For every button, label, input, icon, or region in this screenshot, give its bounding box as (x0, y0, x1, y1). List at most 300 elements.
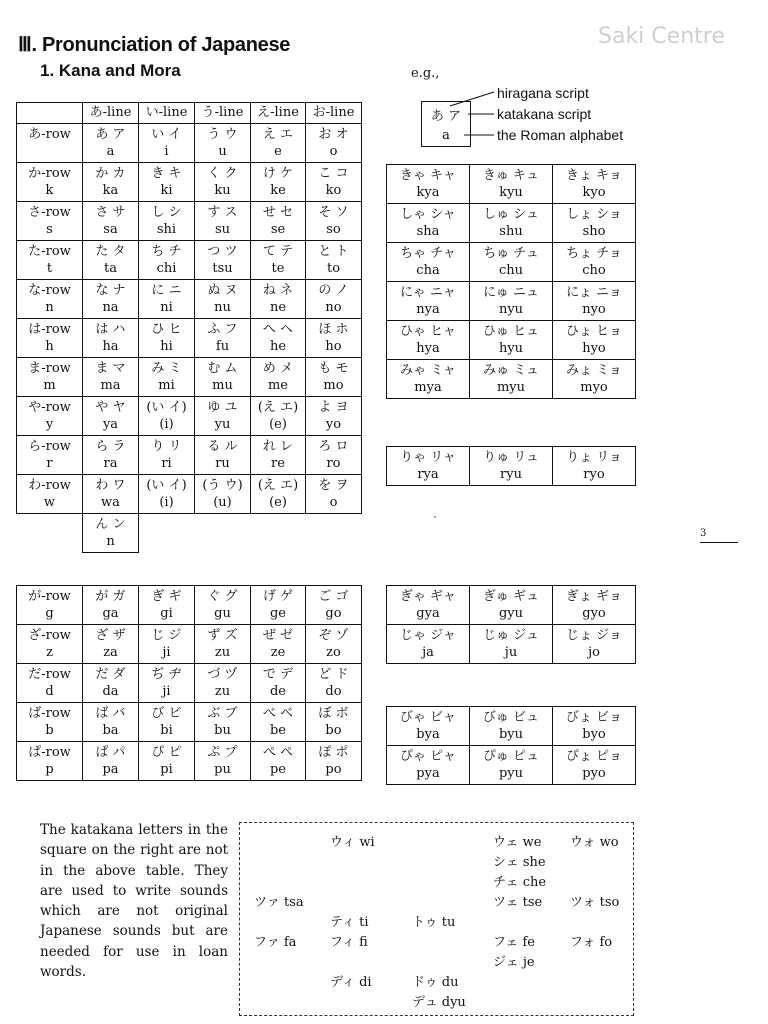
loan-she: シェ she (493, 855, 546, 870)
kana-cell (195, 703, 251, 742)
table-row (17, 280, 362, 319)
empty-cell (251, 514, 306, 553)
kana-cell (17, 202, 83, 241)
legend-katakana-label: katakana script (497, 106, 592, 122)
kana-cell (470, 586, 553, 625)
kana-glyphs: ば-row (28, 706, 71, 721)
table-row (387, 204, 636, 243)
romaji: to (326, 261, 341, 276)
romaji: t (46, 261, 53, 276)
kana-glyphs: ぼ ボ (318, 706, 349, 721)
romaji: me (267, 378, 289, 393)
romaji: so (326, 222, 341, 237)
empty-cell (17, 514, 83, 553)
kana-cell (83, 742, 139, 781)
romaji: ke (270, 183, 286, 198)
romaji: ji (162, 684, 171, 699)
kana-glyphs: みゅ ミュ (483, 363, 539, 378)
table-row (387, 447, 636, 486)
kana-cell (470, 243, 553, 282)
table-row (387, 360, 636, 399)
kana-glyphs: ね ネ (262, 283, 294, 298)
romaji: i (164, 144, 169, 159)
kana-glyphs: ざ ザ (95, 628, 126, 643)
romaji: o (329, 144, 338, 159)
romaji: myo (580, 380, 608, 395)
kana-glyphs: ち チ (151, 244, 182, 259)
romaji: ma (100, 378, 121, 393)
romaji: nya (416, 302, 440, 317)
yoon-table-top (386, 164, 636, 399)
kana-glyphs: た タ (95, 244, 126, 259)
romaji: ra (103, 456, 118, 471)
kana-cell (251, 163, 306, 202)
kana-glyphs: ぽ ポ (318, 745, 349, 760)
kana-glyphs: しょ ショ (566, 207, 622, 222)
kana-glyphs: きゃ キャ (399, 168, 457, 183)
legend-hiragana-label: hiragana script (497, 85, 589, 101)
kana-cell (306, 358, 362, 397)
romaji: do (325, 684, 342, 699)
kana-glyphs: きゅ キュ (482, 168, 540, 183)
kana-cell (553, 447, 636, 486)
kana-cell (387, 204, 470, 243)
kana-glyphs: さ サ (95, 205, 126, 220)
loan-fo: フォ fo (570, 935, 613, 950)
romaji: su (214, 222, 231, 237)
kana-cell (195, 436, 251, 475)
romaji: pa (102, 762, 119, 777)
kana-cell (17, 475, 83, 514)
romaji: go (325, 606, 342, 621)
page-number: 3 (700, 528, 707, 539)
kana-glyphs: りゅ リュ (483, 450, 539, 465)
kana-cell (83, 319, 139, 358)
kana-cell (470, 746, 553, 785)
romaji: pyu (498, 766, 524, 781)
kana-glyphs: ひょ ヒョ (565, 324, 623, 339)
romaji: sho (582, 224, 606, 239)
romaji: byu (498, 727, 524, 742)
romaji: hyo (582, 341, 606, 356)
kana-glyphs: で デ (262, 667, 294, 682)
kana-glyphs: や ヤ (95, 400, 126, 415)
romaji: gyu (498, 606, 524, 621)
romaji: bu (214, 723, 231, 738)
romaji: b (45, 723, 54, 738)
romaji: p (45, 762, 54, 777)
kana-cell (139, 664, 195, 703)
column-header-label: え-line (257, 105, 299, 120)
column-header (306, 103, 362, 124)
kana-cell (195, 625, 251, 664)
kana-cell (83, 202, 139, 241)
empty-cell (139, 514, 195, 553)
kana-glyphs: は ハ (95, 322, 126, 337)
loan-ti: ティ ti (330, 915, 369, 930)
kana-cell (306, 475, 362, 514)
kana-cell (306, 703, 362, 742)
kana-glyphs: ぴ ピ (151, 745, 182, 760)
romaji: shi (156, 222, 177, 237)
romaji: s (46, 222, 53, 237)
kana-cell (17, 436, 83, 475)
kana-glyphs: み ミ (151, 361, 182, 376)
kana-cell (306, 625, 362, 664)
kana-cell (17, 358, 83, 397)
kana-cell (553, 165, 636, 204)
romaji: kyo (582, 185, 606, 200)
romaji: ru (215, 456, 230, 471)
page-number-rule (700, 542, 738, 543)
romaji: myu (496, 380, 526, 395)
kana-cell (470, 447, 553, 486)
kana-cell (553, 360, 636, 399)
table-row (17, 475, 362, 514)
kana-cell (195, 586, 251, 625)
kana-cell (251, 475, 306, 514)
kana-cell (553, 204, 636, 243)
kana-glyphs: く ク (207, 166, 238, 181)
kana-glyphs: ぱ-row (28, 745, 71, 760)
kana-cell (553, 243, 636, 282)
kana-glyphs: け ケ (262, 166, 294, 181)
romaji: n (106, 534, 115, 549)
romaji: o (329, 495, 338, 510)
kana-glyphs: も モ (318, 361, 349, 376)
kana-cell (83, 280, 139, 319)
kana-glyphs: ざ-row (28, 628, 71, 643)
romaji: tsu (212, 261, 233, 276)
romaji: cho (582, 263, 606, 278)
kana-cell (306, 586, 362, 625)
romaji: ni (160, 300, 173, 315)
kana-glyphs: へ ヘ (262, 322, 294, 337)
kana-glyphs: あ-row (28, 127, 71, 142)
loan-fa: ファ fa (254, 935, 297, 950)
romaji: te (271, 261, 285, 276)
brand-watermark: Saki Centre (598, 24, 725, 49)
kana-glyphs: だ ダ (95, 667, 126, 682)
kana-cell (387, 165, 470, 204)
kana-cell (251, 241, 306, 280)
kana-cell (470, 282, 553, 321)
loan-wo: ウォ wo (570, 835, 619, 850)
kana-glyphs: れ レ (262, 439, 294, 454)
kana-glyphs: ど ド (318, 667, 349, 682)
romaji: ga (102, 606, 119, 621)
table-row (17, 436, 362, 475)
kana-glyphs: じゅ ジュ (483, 628, 539, 643)
table-row (17, 664, 362, 703)
romaji: ya (102, 417, 119, 432)
romaji: (i) (159, 417, 174, 432)
kana-cell (83, 124, 139, 163)
kana-cell (553, 707, 636, 746)
kana-cell (387, 243, 470, 282)
kana-cell (139, 358, 195, 397)
romaji: ne (269, 300, 287, 315)
kana-glyphs: ちょ チョ (566, 246, 622, 261)
kana-cell (139, 202, 195, 241)
romaji: m (43, 378, 56, 393)
kana-cell (17, 586, 83, 625)
kana-cell (553, 746, 636, 785)
table-row (17, 586, 362, 625)
kana-cell (195, 202, 251, 241)
romaji: za (103, 645, 118, 660)
kana-glyphs: びょ ビョ (565, 710, 623, 725)
kana-cell (306, 436, 362, 475)
romaji: he (269, 339, 287, 354)
kana-cell (195, 475, 251, 514)
kana-glyphs: お オ (318, 127, 349, 142)
kana-glyphs: が-row (28, 589, 71, 604)
kana-glyphs: ぴゃ ピャ (399, 749, 457, 764)
romaji: ha (102, 339, 119, 354)
kana-cell (17, 625, 83, 664)
romaji: nu (214, 300, 231, 315)
kana-glyphs: ひゅ ヒュ (482, 324, 540, 339)
kana-cell (83, 358, 139, 397)
romaji: pu (214, 762, 231, 777)
kana-cell (306, 742, 362, 781)
kana-cell (139, 586, 195, 625)
loan-wi: ウィ wi (330, 835, 375, 850)
voiced-yoon-table-gz (386, 585, 636, 664)
kana-cell (251, 586, 306, 625)
kana-glyphs: か-row (28, 166, 71, 181)
kana-glyphs: ら ラ (95, 439, 126, 454)
kana-glyphs: る ル (207, 439, 238, 454)
kana-glyphs: ぴゅ ピュ (482, 749, 540, 764)
kana-glyphs: な-row (28, 283, 71, 298)
romaji: ro (326, 456, 341, 471)
kana-glyphs: び ビ (151, 706, 182, 721)
kana-cell (387, 321, 470, 360)
legend-example-roman: a (442, 128, 450, 143)
kana-cell (251, 358, 306, 397)
legend-eg: e.g., (411, 66, 440, 81)
empty-cell (195, 514, 251, 553)
kana-glyphs: む ム (207, 361, 238, 376)
kana-cell (306, 319, 362, 358)
kana-glyphs: しゃ シャ (400, 207, 456, 222)
kana-cell (306, 163, 362, 202)
kana-cell (251, 742, 306, 781)
column-header-label: う-line (201, 105, 244, 120)
kana-cell (139, 280, 195, 319)
kana-glyphs: (い イ) (146, 478, 187, 493)
kana-cell (83, 475, 139, 514)
loan-tso: ツォ tso (570, 895, 620, 910)
romaji: hi (160, 339, 173, 354)
kana-glyphs: わ ワ (95, 478, 126, 493)
column-header (139, 103, 195, 124)
romaji: a (106, 144, 115, 159)
romaji: kya (416, 185, 440, 200)
kana-glyphs: わ-row (28, 478, 71, 493)
romaji: pya (416, 766, 440, 781)
kana-glyphs: きょ キョ (565, 168, 623, 183)
romaji: n (45, 300, 54, 315)
romaji: ki (160, 183, 173, 198)
romaji: kyu (499, 185, 523, 200)
kana-cell (17, 319, 83, 358)
kana-glyphs: を ヲ (318, 478, 349, 493)
romaji: yu (214, 417, 231, 432)
table-row (387, 625, 636, 664)
romaji: pi (160, 762, 173, 777)
empty-cell (306, 514, 362, 553)
romaji: mo (323, 378, 344, 393)
romaji: da (102, 684, 119, 699)
romaji: jo (588, 645, 600, 660)
kana-glyphs: (え エ) (257, 400, 299, 415)
romaji: zo (326, 645, 341, 660)
column-header (83, 103, 139, 124)
romaji: z (46, 645, 53, 660)
kana-cell (139, 436, 195, 475)
romaji: no (325, 300, 342, 315)
kana-glyphs: え エ (262, 127, 294, 142)
romaji: ju (504, 645, 518, 660)
romaji: gya (416, 606, 440, 621)
kana-glyphs: ぎゃ ギャ (399, 589, 457, 604)
romaji: pe (269, 762, 286, 777)
kana-glyphs: ほ ホ (318, 322, 349, 337)
kana-cell (251, 664, 306, 703)
romaji: ho (325, 339, 342, 354)
kana-cell (387, 586, 470, 625)
kana-glyphs: き キ (151, 166, 182, 181)
romaji: wa (101, 495, 120, 510)
romaji: chi (156, 261, 177, 276)
romaji: u (218, 144, 227, 159)
romaji: ba (102, 723, 119, 738)
romaji: e (274, 144, 282, 159)
romaji: cha (416, 263, 440, 278)
romaji: se (270, 222, 286, 237)
table-row (17, 514, 362, 553)
romaji: bi (160, 723, 173, 738)
kana-cell (139, 319, 195, 358)
kana-glyphs: じゃ ジャ (400, 628, 456, 643)
romaji: na (102, 300, 119, 315)
kana-glyphs: ちゃ チャ (400, 246, 456, 261)
kana-glyphs: にょ ニョ (566, 285, 622, 300)
romaji: nyo (582, 302, 606, 317)
kana-glyphs: ぱ パ (95, 745, 126, 760)
romaji: ku (214, 183, 231, 198)
kana-glyphs: ば バ (95, 706, 126, 721)
romaji: ta (104, 261, 117, 276)
kana-cell (83, 514, 139, 553)
kana-cell (83, 664, 139, 703)
kana-cell (251, 703, 306, 742)
loan-dyu: デュ dyu (412, 995, 466, 1010)
kana-cell (195, 742, 251, 781)
kana-cell (195, 319, 251, 358)
romaji: ka (102, 183, 119, 198)
romaji: d (45, 684, 54, 699)
kana-cell (251, 397, 306, 436)
romaji: ryu (500, 467, 522, 482)
table-row (17, 163, 362, 202)
kana-cell (195, 397, 251, 436)
romaji: zu (214, 645, 231, 660)
romaji: shu (499, 224, 523, 239)
kana-glyphs: (い イ) (146, 400, 187, 415)
kana-cell (387, 360, 470, 399)
kana-glyphs: げ ゲ (262, 589, 294, 604)
table-row (387, 282, 636, 321)
kana-cell (83, 436, 139, 475)
romaji: bya (416, 727, 440, 742)
table-row (387, 586, 636, 625)
kana-cell (139, 625, 195, 664)
legend-example-kana: あ ア (430, 109, 462, 124)
kana-cell (83, 703, 139, 742)
kana-cell (83, 397, 139, 436)
kana-glyphs: あ ア (95, 127, 126, 142)
table-row (17, 742, 362, 781)
kana-glyphs: しゅ シュ (483, 207, 539, 222)
table-row (387, 707, 636, 746)
kana-glyphs: びゅ ビュ (482, 710, 540, 725)
romaji: mi (158, 378, 175, 393)
kana-glyphs: う ウ (207, 127, 238, 142)
kana-glyphs: ら-row (28, 439, 71, 454)
romaji: gi (160, 606, 173, 621)
romaji: ji (162, 645, 171, 660)
kana-glyphs: みょ ミョ (566, 363, 622, 378)
kana-glyphs: ぴょ ピョ (565, 749, 623, 764)
romaji: mu (212, 378, 233, 393)
kana-cell (387, 746, 470, 785)
loan-we: ウェ we (493, 835, 542, 850)
kana-cell (306, 124, 362, 163)
column-header-label: お-line (312, 105, 355, 120)
kana-cell (470, 165, 553, 204)
romaji: g (45, 606, 54, 621)
romaji: hya (416, 341, 440, 356)
kana-glyphs: て テ (262, 244, 294, 259)
kana-glyphs: せ セ (262, 205, 294, 220)
kana-cell (195, 163, 251, 202)
romaji: ge (269, 606, 286, 621)
kana-glyphs: や-row (28, 400, 71, 415)
kana-glyphs: ぺ ペ (262, 745, 294, 760)
romaji: zu (214, 684, 231, 699)
kana-glyphs: びゃ ビャ (399, 710, 457, 725)
romaji: pyo (582, 766, 606, 781)
kana-cell (306, 280, 362, 319)
table-row (387, 243, 636, 282)
kana-glyphs: (え エ) (257, 478, 299, 493)
loan-di: ディ di (330, 975, 372, 990)
romaji: sa (103, 222, 118, 237)
romaji: rya (417, 467, 439, 482)
table-row (17, 397, 362, 436)
kana-glyphs: た-row (28, 244, 71, 259)
kana-glyphs: ぶ ブ (207, 706, 238, 721)
section-subtitle: 1. Kana and Mora (40, 61, 181, 80)
kana-cell (139, 163, 195, 202)
speck (434, 516, 436, 518)
romaji: w (43, 495, 56, 510)
loan-tu: トゥ tu (412, 915, 456, 930)
